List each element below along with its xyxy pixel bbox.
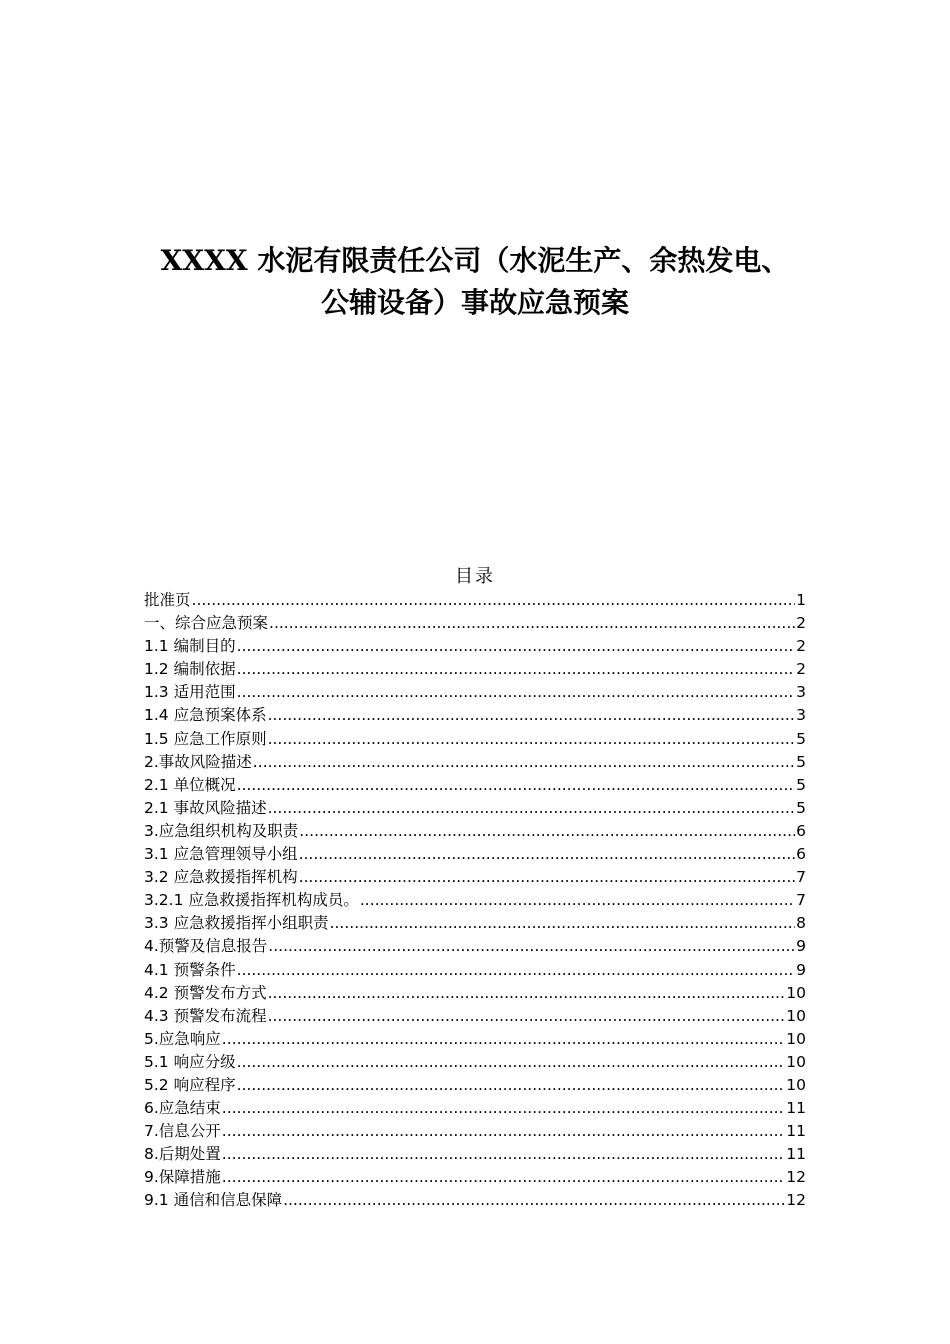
toc-entry-page-number: 2 (796, 660, 806, 679)
toc-entry[interactable] (144, 635, 806, 658)
toc-entry[interactable] (144, 1189, 806, 1212)
toc-entry-page-number: 10 (786, 1075, 806, 1094)
document-title-line-1: XXXX 水泥有限责任公司（水泥生产、余热发电、 (160, 244, 790, 277)
toc-entry-label: 3.1 应急管理领导小组 (144, 845, 298, 864)
toc-entry-page-number: 12 (786, 1168, 806, 1187)
toc-entry-label: 3.2.1 应急救援指挥机构成员。 (144, 891, 359, 910)
toc-entry-label: 4.2 预警发布方式 (144, 983, 267, 1002)
toc-entry-label: 3.3 应急救援指挥小组职责 (144, 914, 329, 933)
toc-entry-label: 1.5 应急工作原则 (144, 729, 267, 748)
toc-dot-leader (192, 589, 796, 612)
toc-dot-leader (237, 635, 796, 658)
toc-dot-leader (222, 1120, 785, 1143)
toc-entry-page-number: 8 (796, 914, 806, 933)
toc-entry-page-number: 5 (796, 775, 806, 794)
toc-entry-page-number: 9 (796, 937, 806, 956)
toc-entry[interactable] (144, 774, 806, 797)
toc-entry[interactable] (144, 704, 806, 727)
toc-dot-leader (222, 1097, 785, 1120)
toc-dot-leader (299, 866, 796, 889)
toc-entry-label: 批准页 (144, 591, 191, 609)
toc-entry-label: 3.应急组织机构及职责 (144, 821, 299, 840)
toc-entry-label: 4.预警及信息报告 (144, 937, 268, 956)
toc-entry[interactable] (144, 843, 806, 866)
toc-dot-leader (268, 797, 796, 820)
toc-entry-label: 1.4 应急预案体系 (144, 706, 267, 725)
toc-entry-label: 6.应急结束 (144, 1099, 221, 1118)
toc-entry-page-number: 5 (796, 752, 806, 771)
toc-entry[interactable] (144, 658, 806, 681)
toc-dot-leader (222, 1028, 785, 1051)
toc-dot-leader (253, 751, 795, 774)
toc-entry-page-number: 10 (786, 983, 806, 1002)
toc-entry-label: 1.3 适用范围 (144, 683, 236, 702)
toc-entry[interactable] (144, 681, 806, 704)
toc-dot-leader (269, 612, 795, 635)
toc-entry[interactable] (144, 1005, 806, 1028)
toc-entry-page-number: 3 (796, 706, 806, 725)
toc-entry-label: 5.2 响应程序 (144, 1075, 236, 1094)
toc-dot-leader (268, 982, 786, 1005)
toc-entry[interactable] (144, 935, 806, 958)
toc-entry[interactable] (144, 1051, 806, 1074)
toc-dot-leader (268, 728, 796, 751)
toc-dot-leader (283, 1189, 785, 1212)
toc-dot-leader (268, 1005, 786, 1028)
toc-dot-leader (299, 820, 795, 843)
toc-entry-page-number: 9 (796, 960, 806, 979)
toc-dot-leader (299, 843, 796, 866)
toc-entry-label: 2.1 单位概况 (144, 775, 236, 794)
toc-entry-label: 一、综合应急预案 (144, 614, 269, 633)
toc-entry-page-number: 7 (796, 868, 806, 887)
toc-entry-label: 9.1 通信和信息保障 (144, 1191, 283, 1210)
toc-entry-page-number: 1 (796, 591, 806, 609)
toc-entry-label: 7.信息公开 (144, 1122, 221, 1141)
toc-entry[interactable] (144, 797, 806, 820)
toc-entry[interactable] (144, 1028, 806, 1051)
toc-entry[interactable] (144, 912, 806, 935)
toc-entry-page-number: 5 (796, 798, 806, 817)
toc-dot-leader (237, 681, 796, 704)
toc-entry[interactable] (144, 1074, 806, 1097)
document-title (0, 240, 950, 324)
toc-entry-label: 9.保障措施 (144, 1168, 221, 1187)
toc-entry[interactable] (144, 1166, 806, 1189)
toc-entry-label: 8.后期处置 (144, 1145, 221, 1164)
toc-entry[interactable] (144, 866, 806, 889)
toc-dot-leader (237, 1051, 786, 1074)
table-of-contents (144, 589, 806, 1213)
toc-dot-leader (268, 935, 795, 958)
toc-entry-label: 4.1 预警条件 (144, 960, 236, 979)
toc-entry-label: 5.1 响应分级 (144, 1052, 236, 1071)
toc-dot-leader (222, 1166, 785, 1189)
toc-entry[interactable] (144, 1097, 806, 1120)
toc-entry-page-number: 2 (796, 637, 806, 656)
toc-entry-page-number: 5 (796, 729, 806, 748)
toc-dot-leader (237, 774, 796, 797)
toc-dot-leader (360, 889, 795, 912)
toc-entry-label: 5.应急响应 (144, 1029, 221, 1048)
toc-entry-label: 4.3 预警发布流程 (144, 1006, 267, 1025)
document-title-line-2: 公辅设备）事故应急预案 (320, 286, 629, 319)
toc-entry[interactable] (144, 889, 806, 912)
toc-dot-leader (330, 912, 796, 935)
toc-entry[interactable] (144, 820, 806, 843)
toc-entry[interactable] (144, 1143, 806, 1166)
toc-entry-page-number: 12 (786, 1191, 806, 1210)
toc-entry-page-number: 3 (796, 683, 806, 702)
toc-entry[interactable] (144, 1120, 806, 1143)
toc-entry-page-number: 2 (796, 614, 806, 633)
toc-entry[interactable] (144, 589, 806, 612)
toc-entry-page-number: 11 (786, 1099, 806, 1118)
toc-dot-leader (268, 704, 796, 727)
toc-entry-label: 2.1 事故风险描述 (144, 798, 267, 817)
toc-entry-page-number: 6 (796, 845, 806, 864)
toc-entry[interactable] (144, 728, 806, 751)
toc-entry[interactable] (144, 751, 806, 774)
toc-entry-page-number: 10 (786, 1006, 806, 1025)
toc-entry-page-number: 10 (786, 1052, 806, 1071)
toc-entry-label: 1.1 编制目的 (144, 637, 236, 656)
toc-entry-page-number: 11 (786, 1145, 806, 1164)
toc-entry-label: 3.2 应急救援指挥机构 (144, 868, 298, 887)
toc-dot-leader (237, 959, 796, 982)
toc-entry-page-number: 11 (786, 1122, 806, 1141)
toc-heading: 目录 (455, 566, 495, 587)
toc-entry-label: 2.事故风险描述 (144, 752, 252, 771)
toc-entry-label: 1.2 编制依据 (144, 660, 236, 679)
toc-entry-page-number: 6 (796, 821, 806, 840)
toc-entry-page-number: 7 (796, 891, 806, 910)
toc-entry[interactable] (144, 612, 806, 635)
toc-entry[interactable] (144, 982, 806, 1005)
toc-entry[interactable] (144, 959, 806, 982)
toc-entry-page-number: 10 (786, 1029, 806, 1048)
toc-dot-leader (237, 1074, 786, 1097)
toc-dot-leader (222, 1143, 785, 1166)
toc-dot-leader (237, 658, 796, 681)
